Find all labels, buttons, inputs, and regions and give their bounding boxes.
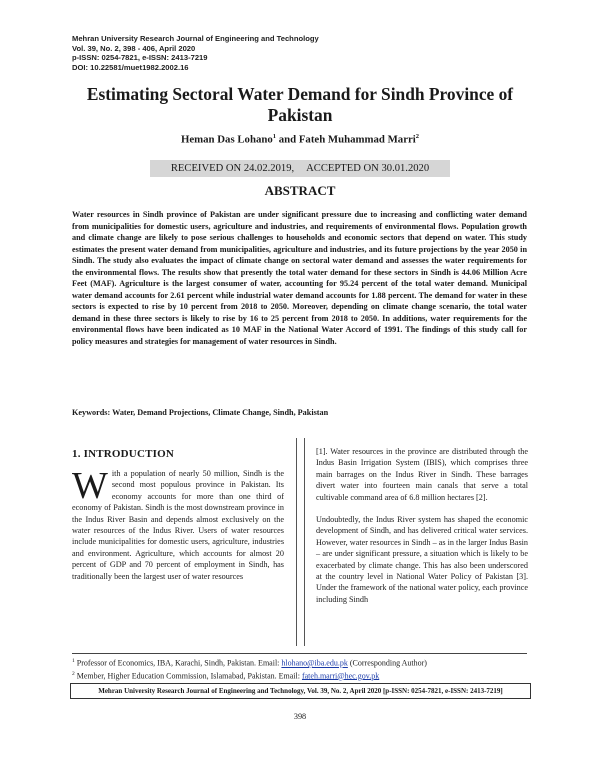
authors — [60, 133, 540, 146]
introduction-paragraph-2: Undoubtedly, the Indus River system has shaped the economic development of Sindh, and has delivered critical water services. However, water resources in Sindh – as in the larger Indus Basin – are under significant pressure, a situation which is likely to be exacerbated by climate change. This has also been underscored at the country level in National Water Policy of Pakistan [3]. Under the framework of the national water policy, each province including Sindh — [316, 515, 528, 604]
journal-doi: DOI: 10.22581/muet1982.2002.16 — [72, 62, 189, 72]
introduction-heading: 1. INTRODUCTION — [72, 448, 175, 460]
footnotes — [72, 656, 532, 681]
introduction-left-column — [72, 465, 284, 582]
accepted-date: ACCEPTED ON 30.01.2020 — [306, 163, 430, 174]
drop-cap: W — [72, 465, 108, 507]
footnote-2-text: Member, Higher Education Commission, Islamabad, Pakistan. Email: — [74, 671, 302, 681]
footnote-1-mark: 1 — [72, 658, 75, 664]
page-number: 398 — [293, 712, 307, 721]
journal-header — [72, 34, 319, 72]
author-1-affiliation-mark: 1 — [272, 133, 277, 140]
footnote-2 — [72, 669, 532, 682]
footnote-2-email-link[interactable]: fateh.marri@hec.gov.pk — [301, 671, 380, 681]
author-2-affiliation-mark: 2 — [415, 133, 420, 140]
introduction-left-text: ith a population of nearly 50 million, Sindh is the second most populous province in Pakistan. Its economy accounts for more than one third of economy of Pakistan. Sindh is the most downstream province in the Indus River Basin and depends almost exclusively on the water resources of the Indus River. Users of water resources include municipalities for domestic users, agriculture, industries and environment. Agriculture, which accounts for almost 20 percent of GDP and 70 percent of employment in Sindh, has traditionally been the largest user of water resources — [72, 469, 284, 581]
footnote-1-email-link[interactable]: hlohano@iba.edu.pk — [281, 658, 348, 668]
abstract-heading: ABSTRACT — [264, 183, 336, 198]
journal-name: Mehran University Research Journal of Engineering and Technology — [72, 34, 319, 43]
abstract-text: Water resources in Sindh province of Pakistan are under significant pressure due to increasing and conflicting water demand from municipalities for domestic users, agriculture and industries, and requirements of environmental flows. Population growth and climate change are likely to pose serious challenges to households and economic sectors that depend on water. This study estimates the present water demand from municipalities, agriculture and industries, and its future projections by the year 2050 in Sindh. The study also evaluates the impact of climate change on sectoral water demand and assesses the water requirements for the environmental flows. The results show that presently the total water demand for these sectors in Sindh is 44.06 Million Acre Feet (MAF). Agriculture is the largest consumer of water, accounting for 95.24 percent of the total water demand. Municipal water demand accounts for 2.61 percent while industrial water demand accounts for 1.88 percent. The demand for water in these sectors is expected to rise by 10 percent from 2018 to 2050. Moreover, depending on climate change scenario, the total water demand in these three sectors is likely to rise by 16 to 25 percent from 2018 to 2050. In additions, water requirements for the environmental flows have been indicated as 10 MAF in the National Water Accord of 1991. The findings of this study call for policy measures and strategies for management of water resources in Sindh. — [72, 210, 527, 346]
author-connector: and — [276, 133, 299, 146]
footnote-2-mark: 2 — [72, 670, 75, 677]
journal-volume: Vol. 39, No. 2, 398 - 406, April 2020 — [72, 43, 196, 53]
introduction-paragraph-1: [1]. Water resources in the province are distributed through the Indus Basin Irrigation System (IBIS), which comprises three main barrages on the Indus River in Sindh. These barrages divert water into fourteen main canals that serve a total cultivable command area of 6.8 million hectares [2]. — [316, 447, 528, 502]
paper-title: Estimating Sectoral Water Demand for Sindh Province of Pakistan — [86, 84, 514, 125]
footnote-divider — [72, 653, 527, 654]
keywords: Keywords: Water, Demand Projections, Climate Change, Sindh, Pakistan — [72, 408, 329, 417]
column-divider-right — [304, 438, 305, 646]
journal-issn: p-ISSN: 0254-7821, e-ISSN: 2413-7219 — [72, 53, 208, 63]
journal-footer: Mehran University Research Journal of Engineering and Technology, Vol. 39, No. 2, April 2020 [p-ISSN: 0254-7821, e-ISSN: 2413-7219] — [70, 683, 531, 699]
column-divider-left — [296, 438, 297, 646]
received-date: RECEIVED ON 24.02.2019, — [170, 163, 295, 174]
introduction-right-column — [316, 446, 528, 616]
footnote-1 — [72, 656, 532, 669]
received-accepted-bar — [150, 160, 450, 177]
author-1: Heman Das Lohano — [180, 133, 273, 146]
footnote-1-text: Professor of Economics, IBA, Karachi, Sindh, Pakistan. Email: — [74, 658, 282, 668]
footnote-1-suffix: (Corresponding Author) — [347, 658, 427, 668]
author-2: Fateh Muhammad Marri — [298, 133, 416, 146]
